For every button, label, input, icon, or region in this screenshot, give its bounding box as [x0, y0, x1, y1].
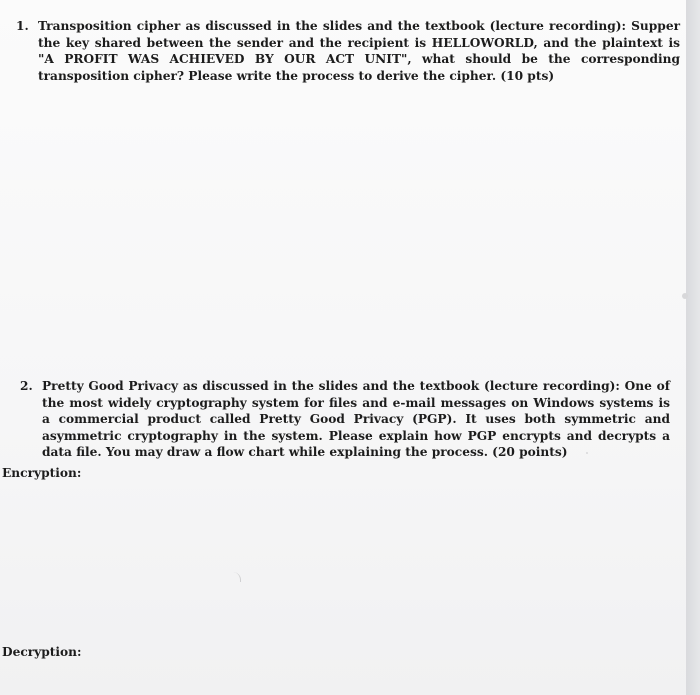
question-1-number: 1.: [16, 19, 29, 33]
question-2-number: 2.: [20, 379, 33, 393]
faint-dot: [586, 452, 588, 454]
smudge-mark: [682, 293, 688, 299]
page-edge-shadow: [686, 0, 700, 695]
question-2-text: Pretty Good Privacy as discussed in the slides and the textbook (lecture recording): One of the most widely cryptography system for files and e-mail messages on Windows systems is a commercial product called Pretty Good Privacy (PGP). It uses both symmetric and asymmetric cryptography in the system. Please explain how PGP encrypts and decrypts a data file. You may draw a flow chart while explaining the process. (20 points): [42, 379, 670, 459]
question-1-text: Transposition cipher as discussed in the slides and the textbook (lecture recording): Supper the key shared between the sender and the recipient is HELLOWORLD, and the plaintext is "A PROFIT WAS ACHIEVED BY OUR ACT UNIT", what should be the corresponding transposition cipher? Please write the process to derive the cipher. (10 pts): [38, 19, 680, 83]
decryption-label: Decryption:: [2, 645, 82, 659]
encryption-label: Encryption:: [2, 466, 82, 480]
question-2: [20, 378, 670, 461]
faint-pen-mark: [232, 572, 241, 582]
question-1: [16, 18, 680, 84]
